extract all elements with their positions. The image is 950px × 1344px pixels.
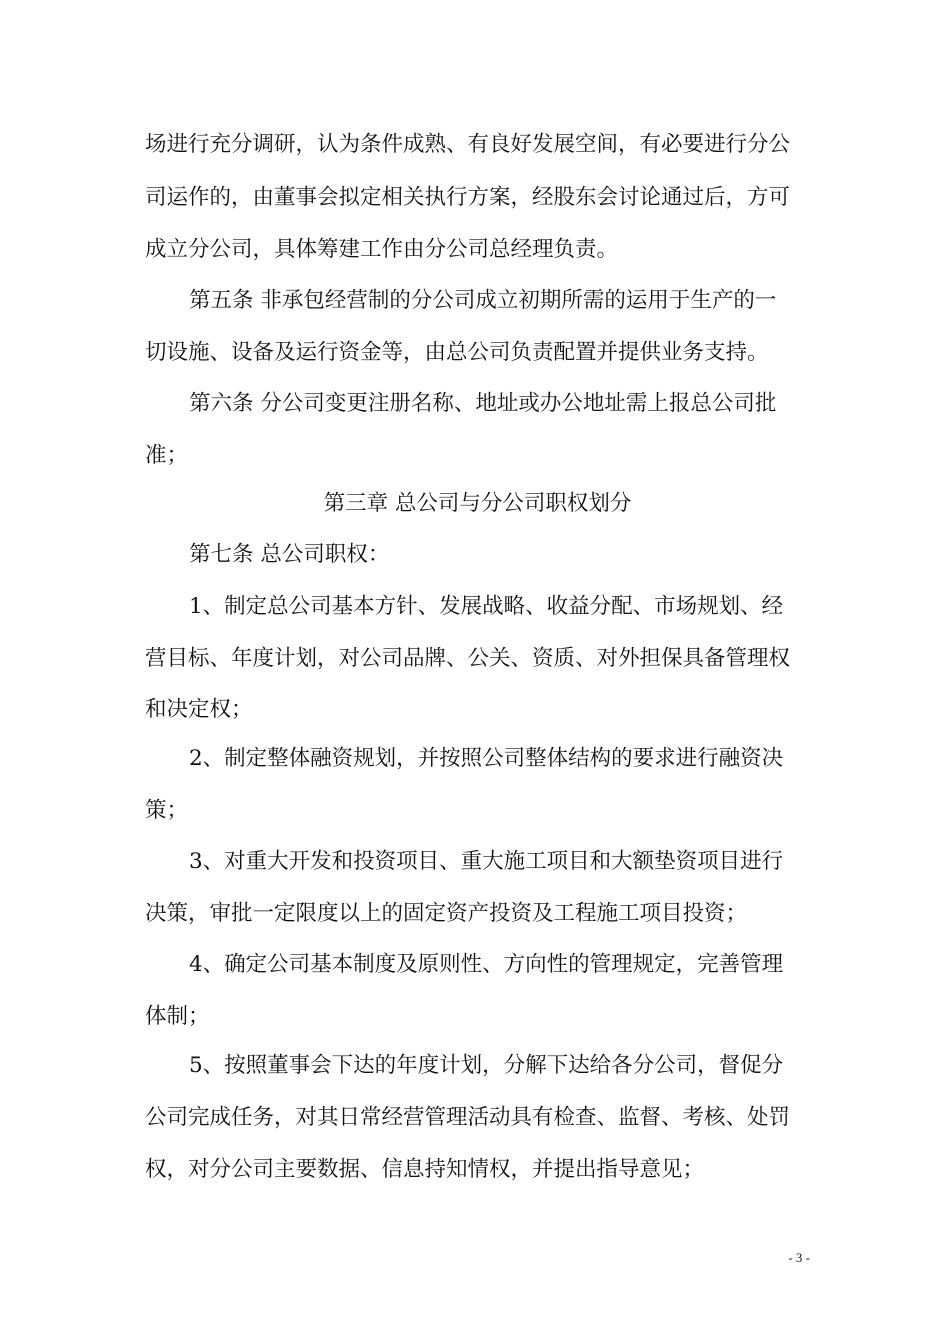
page-number: - 3 -: [788, 1250, 810, 1265]
text-line: 切设施、设备及运行资金等，由总公司负责配置并提供业务支持。: [145, 340, 769, 365]
list-item: 2、制定整体融资规划，并按照公司整体结构的要求进行融资决: [189, 746, 784, 771]
text-line: 营目标、年度计划，对公司品牌、公关、资质、对外担保具备管理权: [145, 646, 791, 671]
text-line: 成立分公司，具体筹建工作由分公司总经理负责。: [145, 237, 619, 262]
text-line: 决策，审批一定限度以上的固定资产投资及工程施工项目投资；: [145, 901, 748, 926]
text-line: 和决定权；: [145, 697, 253, 722]
text-line: 公司完成任务，对其日常经营管理活动具有检查、监督、考核、处罚: [145, 1105, 791, 1130]
article-five: 第五条 非承包经营制的分公司成立初期所需的运用于生产的一: [189, 288, 777, 313]
chapter-heading: 第三章 总公司与分公司职权划分: [323, 491, 632, 516]
text-line: 权，对分公司主要数据、信息持知情权，并提出指导意见；: [145, 1157, 705, 1182]
list-item: 5、按照董事会下达的年度计划，分解下达给各分公司，督促分: [189, 1053, 784, 1078]
text-line: 体制；: [145, 1004, 210, 1029]
list-item: 4、确定公司基本制度及原则性、方向性的管理规定，完善管理: [189, 952, 784, 977]
text-line: 策；: [145, 798, 189, 823]
text-line: 司运作的，由董事会拟定相关执行方案，经股东会讨论通过后，方可: [145, 185, 791, 210]
text-line: 场进行充分调研，认为条件成熟、有良好发展空间，有必要进行分公: [145, 132, 791, 157]
article-six: 第六条 分公司变更注册名称、地址或办公地址需上报总公司批: [189, 391, 777, 416]
text-line: 准；: [145, 443, 189, 468]
list-item: 1、制定总公司基本方针、发展战略、收益分配、市场规划、经: [189, 594, 784, 619]
article-seven: 第七条 总公司职权：: [189, 542, 390, 567]
list-item: 3、对重大开发和投资项目、重大施工项目和大额垫资项目进行: [189, 849, 784, 874]
